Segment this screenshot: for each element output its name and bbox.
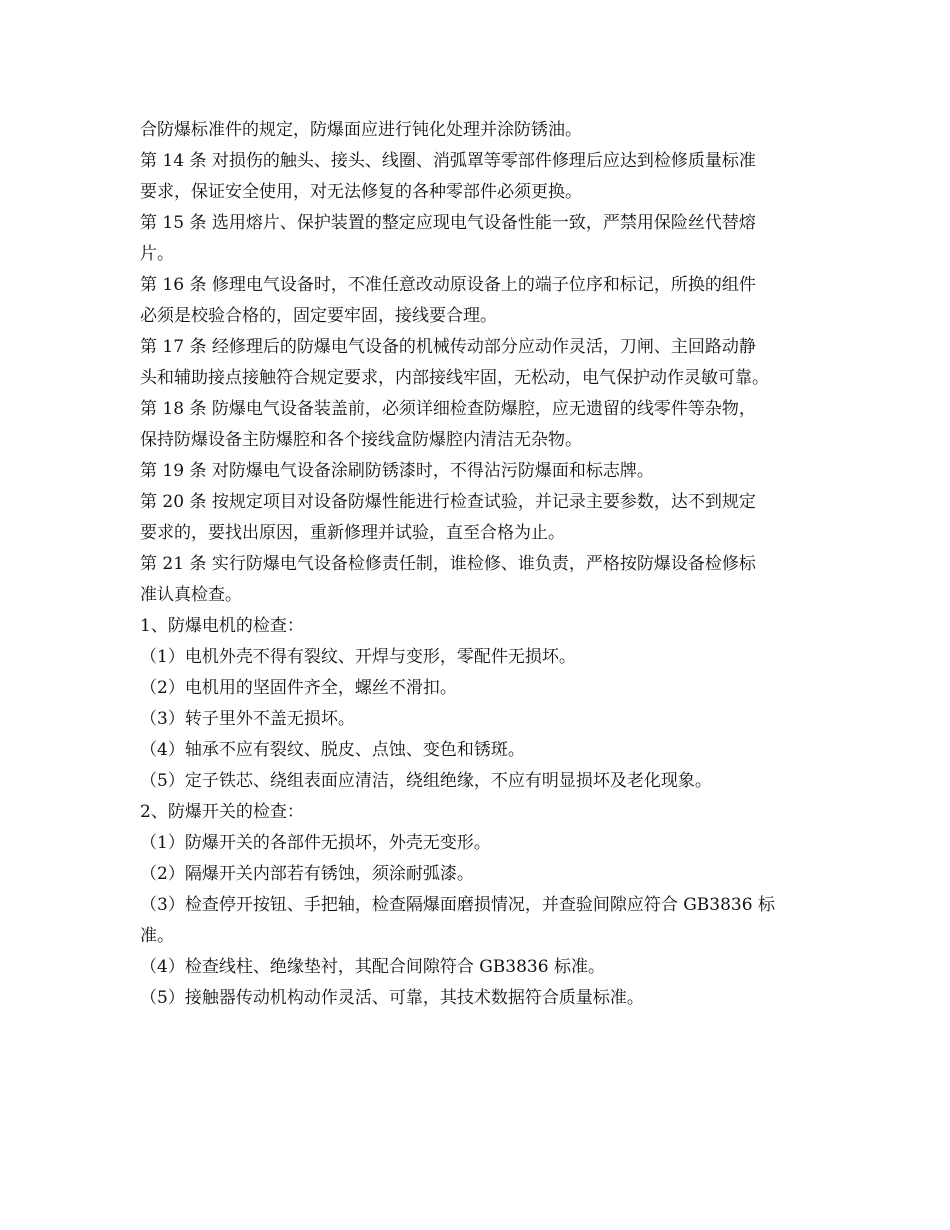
text-line: （1）电机外壳不得有裂纹、开焊与变形，零配件无损坏。	[140, 647, 576, 667]
text-line: 要求的，要找出原因，重新修理并试验，直至合格为止。	[140, 523, 565, 543]
text-line: 合防爆标准件的规定，防爆面应进行钝化处理并涂防锈油。	[140, 120, 582, 140]
text-line: 要求，保证安全使用，对无法修复的各种零部件必须更换。	[140, 182, 582, 202]
text-line: （3）检查停开按钮、手把轴，检查隔爆面磨损情况，并查验间隙应符合 GB3836 标	[140, 895, 775, 915]
text-line: （4）检查线柱、绝缘垫衬，其配合间隙符合 GB3836 标准。	[140, 957, 605, 977]
text-line: （2）隔爆开关内部若有锈蚀，须涂耐弧漆。	[140, 864, 474, 884]
text-line: （3）转子里外不盖无损坏。	[140, 709, 355, 729]
text-line: 第 16 条 修理电气设备时，不准任意改动原设备上的端子位序和标记，所换的组件	[140, 275, 756, 295]
document-body	[140, 115, 830, 1014]
text-line: 第 17 条 经修理后的防爆电气设备的机械传动部分应动作灵活，刀闸、主回路动静	[140, 337, 756, 357]
text-line: （2）电机用的坚固件齐全，螺丝不滑扣。	[140, 678, 457, 698]
text-line: 保持防爆设备主防爆腔和各个接线盒防爆腔内清洁无杂物。	[140, 430, 582, 450]
text-line: （4）轴承不应有裂纹、脱皮、点蚀、变色和锈斑。	[140, 740, 525, 760]
text-line: 第 21 条 实行防爆电气设备检修责任制，谁检修、谁负责，严格按防爆设备检修标	[140, 554, 756, 574]
text-line: 准认真检查。	[140, 585, 242, 605]
section-heading: 2、防爆开关的检查：	[140, 802, 304, 822]
text-line: 第 15 条 选用熔片、保护装置的整定应现电气设备性能一致，严禁用保险丝代替熔	[140, 213, 756, 233]
text-line: （5）接触器传动机构动作灵活、可靠，其技术数据符合质量标准。	[140, 988, 644, 1008]
text-line: （5）定子铁芯、绕组表面应清洁，绕组绝缘，不应有明显损坏及老化现象。	[140, 771, 712, 791]
text-line: 必须是校验合格的，固定要牢固，接线要合理。	[140, 306, 497, 326]
text-line: 第 18 条 防爆电气设备装盖前，必须详细检查防爆腔，应无遗留的线零件等杂物，	[140, 399, 756, 419]
text-line: 第 20 条 按规定项目对设备防爆性能进行检查试验，并记录主要参数，达不到规定	[140, 492, 756, 512]
text-line: 第 14 条 对损伤的触头、接头、线圈、消弧罩等零部件修理后应达到检修质量标准	[140, 151, 756, 171]
text-line: （1）防爆开关的各部件无损坏，外壳无变形。	[140, 833, 491, 853]
text-line: 片。	[140, 244, 174, 264]
section-heading: 1、防爆电机的检查：	[140, 616, 304, 636]
text-line: 准。	[140, 926, 174, 946]
text-line: 头和辅助接点接触符合规定要求，内部接线牢固，无松动，电气保护动作灵敏可靠。	[140, 368, 769, 388]
text-line: 第 19 条 对防爆电气设备涂刷防锈漆时，不得沾污防爆面和标志牌。	[140, 461, 654, 481]
